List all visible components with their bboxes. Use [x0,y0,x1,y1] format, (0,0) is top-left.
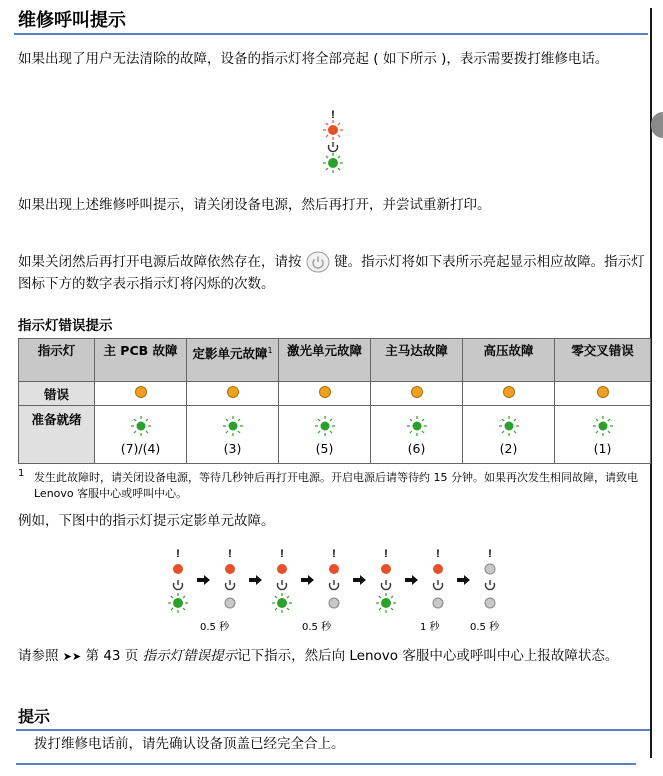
table-cell [279,382,371,406]
table-cell [95,406,187,464]
header-cell-fuser [187,339,279,382]
persist-paragraph [18,251,646,295]
footnote-marker: 1 [267,346,273,355]
chapter-tab [651,112,663,138]
ref-prefix: 请参照 [18,648,59,664]
tip-text: 拨打维修电话前，请先确认设备顶盖已经完全合上。 [34,736,345,752]
table-cell [187,382,279,406]
error-led-on-icon [135,386,147,398]
seq-label: 1 秒 [420,622,440,633]
table-header-row [19,339,651,382]
double-arrow-icon: ➤➤ [62,650,82,663]
example-paragraph: 例如，下图中的指示灯提示定影单元故障。 [18,513,275,529]
header-cell: 激光单元故障 [279,339,371,382]
persist-text-a: 如果关闭然后再打开电源后故障依然存在，请按 [18,254,302,270]
seq-label: 0.5 秒 [200,622,230,633]
led-state-icon [225,548,235,608]
svg-text:!: ! [436,548,440,560]
arrow-right-icon [457,575,470,585]
ready-led-blink-icon [221,414,245,438]
led-state-icon [485,548,495,608]
blink-count: (6) [407,440,426,456]
blink-count: (3) [223,440,242,456]
arrow-right-icon [249,575,262,585]
header-cell: 高压故障 [463,339,555,382]
row-label-error: 错误 [19,382,95,406]
ready-led-blink-icon [405,414,429,438]
led-state-icon [272,548,292,613]
blink-count: (2) [499,440,518,456]
svg-text:!: ! [384,548,388,560]
ready-led-blink-icon [313,414,337,438]
power-button-icon [306,251,330,273]
error-led-on-icon [411,386,423,398]
tip-box [16,704,650,765]
error-led-on-icon [503,386,515,398]
led-error-table [18,338,651,464]
seq-label: 0.5 秒 [302,622,332,633]
arrow-right-icon [353,575,366,585]
seq-label: 0.5 秒 [470,622,500,633]
ref-link[interactable]: 指示灯错误提示 [142,648,238,664]
persist-text-b: 键。指示灯将如下表所示亮起显示相应故障。指示灯图标下方的数字表示指示灯将闪烁的次数。 [18,254,645,292]
tip-title: 提示 [18,707,51,726]
led-state-icon [433,548,443,608]
header-cell: 指示灯 [19,339,95,382]
header-cell: 主马达故障 [371,339,463,382]
table-cell [279,406,371,464]
table-cell [555,406,651,464]
table-title: 指示灯错误提示 [18,318,113,334]
ready-led-row [19,406,651,464]
header-cell: 零交叉错误 [555,339,651,382]
all-leds-lit-icon [318,108,348,178]
ref-suffix: 记下指示，然后向 Lenovo 客服中心或呼叫中心上报故障状态。 [237,648,619,664]
blink-count: (5) [315,440,334,456]
ready-led-blink-icon [591,414,615,438]
restart-paragraph: 如果出现上述维修呼叫提示，请关闭设备电源，然后再打开，并尝试重新打印。 [18,197,491,213]
error-led-on-icon [597,386,609,398]
page-title: 维修呼叫提示 [18,10,126,31]
intro-paragraph: 如果出现了用户无法清除的故障，设备的指示灯将全部亮起 ( 如下所示 )，表示需要拨打维修电话。 [18,51,609,67]
error-led-on-icon [227,386,239,398]
svg-text:!: ! [332,548,336,560]
row-label-ready: 准备就绪 [19,406,95,464]
header-cell: 主 PCB 故障 [95,339,187,382]
arrow-right-icon [197,575,210,585]
footnote-number: 1 [18,468,25,479]
arrow-right-icon [301,575,314,585]
led-state-icon [329,548,339,608]
table-cell [371,406,463,464]
error-led-on-icon [319,386,331,398]
led-state-icon [376,548,396,613]
ready-led-blink-icon [497,414,521,438]
footnote-text: 发生此故障时，请关闭设备电源，等待几秒钟后再打开电源。开启电源后请等待约 15 分钟。如果再次发生相同故障，请致电 Lenovo 客服中心或呼叫中心。 [34,471,638,500]
table-cell [371,382,463,406]
tip-rule-bottom [16,763,636,765]
ready-led-blink-icon [129,414,153,438]
error-led-row [19,382,651,406]
svg-text:!: ! [280,548,284,560]
table-cell [555,382,651,406]
led-state-icon [168,548,188,613]
svg-text:!: ! [488,548,492,560]
blink-count: (7)/(4) [120,440,161,456]
reference-paragraph [18,645,648,668]
arrow-right-icon [405,575,418,585]
ref-page: 第 43 页 [85,648,139,664]
svg-text:!: ! [331,109,335,121]
header-cell-text: 定影单元故障 [192,346,268,362]
table-cell [187,406,279,464]
svg-text:!: ! [176,548,180,560]
table-cell [463,406,555,464]
svg-text:!: ! [228,548,232,560]
table-cell [463,382,555,406]
title-rule [14,33,648,35]
table-cell [95,382,187,406]
blink-count: (1) [593,440,612,456]
